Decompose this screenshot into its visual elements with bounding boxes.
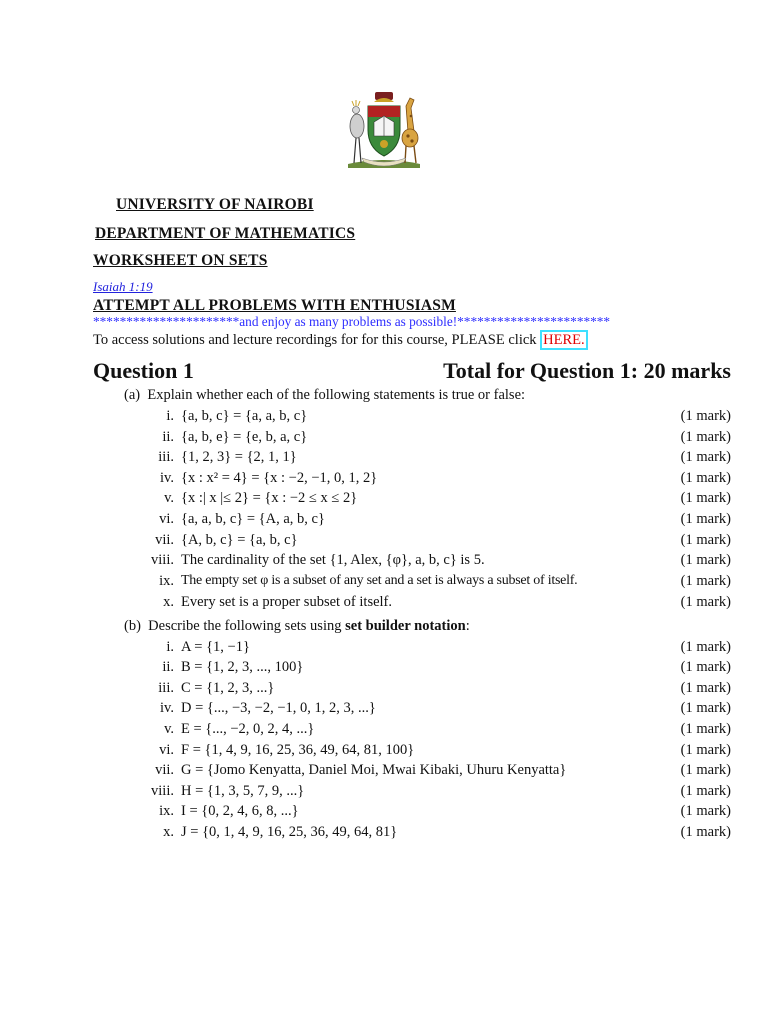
worksheet-title: WORKSHEET ON SETS <box>93 252 268 269</box>
university-crest-logo <box>344 86 424 170</box>
item-number: v. <box>164 721 174 737</box>
item-number: iv. <box>160 700 174 716</box>
department-name: DEPARTMENT OF MATHEMATICS <box>95 225 356 242</box>
list-item <box>0 659 768 679</box>
item-mark: (1 mark) <box>680 824 731 840</box>
item-mark: (1 mark) <box>680 490 731 506</box>
item-number: ii. <box>162 429 174 445</box>
item-statement: C = {1, 2, 3, ...} <box>181 680 275 696</box>
item-statement: F = {1, 4, 9, 16, 25, 36, 49, 64, 81, 100} <box>181 742 415 758</box>
item-statement: B = {1, 2, 3, ..., 100} <box>181 659 304 675</box>
item-statement: {x : x² = 4} = {x : −2, −1, 0, 1, 2} <box>181 470 378 486</box>
access-text: To access solutions and lecture recordings for for this course, PLEASE click <box>93 332 537 348</box>
set-builder-term: set builder notation <box>345 618 466 634</box>
item-number: viii. <box>151 552 174 568</box>
list-item <box>0 824 768 844</box>
item-mark: (1 mark) <box>680 762 731 778</box>
item-mark: (1 mark) <box>680 470 731 486</box>
item-statement: G = {Jomo Kenyatta, Daniel Moi, Mwai Kibaki, Uhuru Kenyatta} <box>181 762 567 778</box>
item-mark: (1 mark) <box>680 680 731 696</box>
part-a-instruction: Explain whether each of the following statements is true or false: <box>147 387 526 403</box>
item-statement: D = {..., −3, −2, −1, 0, 1, 2, 3, ...} <box>181 700 376 716</box>
list-item <box>0 490 768 510</box>
verse-link[interactable]: Isaiah 1:19 <box>93 279 153 294</box>
item-number: ix. <box>159 803 174 819</box>
item-statement: J = {0, 1, 4, 9, 16, 25, 36, 49, 64, 81} <box>181 824 398 840</box>
part-b-label: (b) <box>124 618 141 634</box>
list-item <box>0 552 768 572</box>
list-item <box>0 639 768 659</box>
item-statement: The cardinality of the set {1, Alex, {φ}, a, b, c} is 5. <box>181 552 485 568</box>
item-mark: (1 mark) <box>680 408 731 424</box>
list-item <box>0 532 768 552</box>
part-b-instruction: Describe the following sets using <box>148 618 342 634</box>
item-statement: Every set is a proper subset of itself. <box>181 594 393 610</box>
item-statement: {A, b, c} = {a, b, c} <box>181 532 298 548</box>
item-number: ix. <box>159 573 174 589</box>
list-item <box>0 470 768 490</box>
list-item <box>0 742 768 762</box>
item-statement: {1, 2, 3} = {2, 1, 1} <box>181 449 297 465</box>
item-number: vi. <box>159 742 174 758</box>
item-mark: (1 mark) <box>680 721 731 737</box>
item-mark: (1 mark) <box>680 659 731 675</box>
list-item <box>0 449 768 469</box>
item-number: iii. <box>158 680 174 696</box>
part-b-colon: : <box>465 618 470 634</box>
item-mark: (1 mark) <box>680 449 731 465</box>
item-number: vi. <box>159 511 174 527</box>
item-statement: {a, a, b, c} = {A, a, b, c} <box>181 511 325 527</box>
item-statement: The empty set φ is a subset of any set and a set is always a subset of itself. <box>181 573 578 588</box>
list-item <box>0 594 768 614</box>
here-link[interactable]: HERE. <box>540 330 587 350</box>
item-statement: A = {1, −1} <box>181 639 250 655</box>
list-item <box>0 429 768 449</box>
list-item <box>0 680 768 700</box>
item-statement: {a, b, e} = {e, b, a, c} <box>181 429 308 445</box>
item-number: i. <box>166 639 174 655</box>
item-mark: (1 mark) <box>680 742 731 758</box>
item-number: vii. <box>155 532 174 548</box>
item-mark: (1 mark) <box>680 639 731 655</box>
stars-suffix: *********************** <box>457 314 611 329</box>
item-statement: I = {0, 2, 4, 6, 8, ...} <box>181 803 299 819</box>
item-number: x. <box>163 594 174 610</box>
list-item <box>0 721 768 741</box>
encouragement-line <box>93 314 610 330</box>
question-title: Question 1 <box>93 358 194 383</box>
item-statement: E = {..., −2, 0, 2, 4, ...} <box>181 721 315 737</box>
item-mark: (1 mark) <box>680 803 731 819</box>
item-mark: (1 mark) <box>680 511 731 527</box>
item-statement: H = {1, 3, 5, 7, 9, ...} <box>181 783 305 799</box>
item-number: v. <box>164 490 174 506</box>
item-number: i. <box>166 408 174 424</box>
item-statement: {x :| x |≤ 2} = {x : −2 ≤ x ≤ 2} <box>181 490 358 506</box>
item-number: ii. <box>162 659 174 675</box>
item-number: viii. <box>151 783 174 799</box>
list-item <box>0 408 768 428</box>
list-item <box>0 762 768 782</box>
item-mark: (1 mark) <box>680 429 731 445</box>
part-a-label: (a) <box>124 387 141 403</box>
encouragement-message: and enjoy as many problems as possible! <box>239 314 458 329</box>
item-mark: (1 mark) <box>680 594 731 610</box>
list-item <box>0 700 768 720</box>
university-name: UNIVERSITY OF NAIROBI <box>116 196 314 213</box>
list-item <box>0 803 768 823</box>
item-mark: (1 mark) <box>680 552 731 568</box>
item-mark: (1 mark) <box>680 573 731 589</box>
instruction-heading: ATTEMPT ALL PROBLEMS WITH ENTHUSIASM <box>93 297 456 314</box>
item-mark: (1 mark) <box>680 700 731 716</box>
item-mark: (1 mark) <box>680 783 731 799</box>
list-item <box>0 573 768 593</box>
item-statement: {a, b, c} = {a, a, b, c} <box>181 408 308 424</box>
item-number: iii. <box>158 449 174 465</box>
item-number: x. <box>163 824 174 840</box>
item-number: iv. <box>160 470 174 486</box>
item-mark: (1 mark) <box>680 532 731 548</box>
item-number: vii. <box>155 762 174 778</box>
stars-prefix: ********************** <box>93 314 240 329</box>
access-line <box>93 332 588 349</box>
part-a-intro <box>124 387 525 404</box>
list-item <box>0 783 768 803</box>
list-item <box>0 511 768 531</box>
part-b-intro <box>124 618 470 635</box>
question-total: Total for Question 1: 20 marks <box>443 358 731 383</box>
